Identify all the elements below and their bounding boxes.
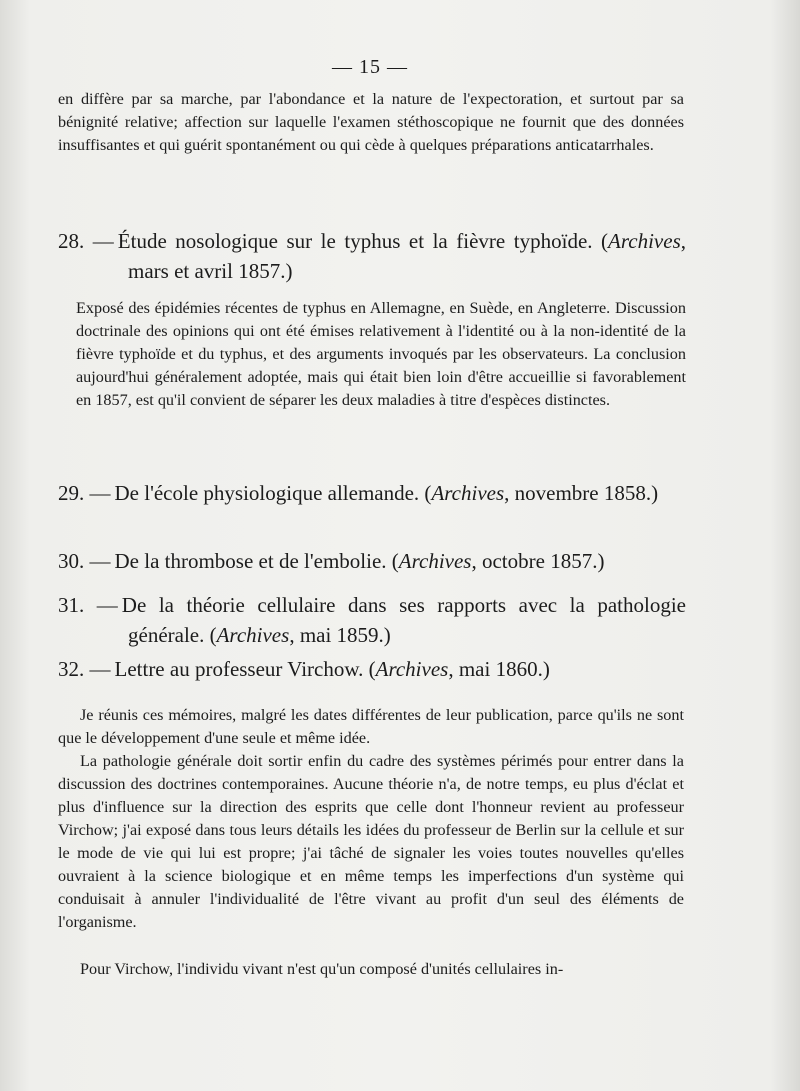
entry-title: Étude nosologique sur le typhus et la fièvre typhoïde. ( — [117, 229, 609, 253]
entry-28 — [58, 226, 686, 286]
intro-paragraph: en diffère par sa marche, par l'abondance et la nature de l'expectoration, et surtout par sa bénignité relative; affection sur laquelle l'examen stéthoscopique ne fournit que des données insuffisantes et qui guérit spontanément ou qui cède à quelques préparations anticatarrhales. — [58, 90, 684, 154]
entry-number: 28. — — [58, 229, 114, 253]
entry-source: Archives — [431, 481, 505, 505]
entry-source: Archives — [375, 657, 449, 681]
entry-source: Archives — [216, 623, 290, 647]
entry-date: , mars et avril 1857.) — [128, 229, 686, 283]
closing-paragraph-3: Pour Virchow, l'individu vivant n'est qu'un composé d'unités cellulaires in- — [80, 960, 564, 978]
entry-number: 32. — — [58, 657, 111, 681]
entry-30 — [58, 546, 686, 576]
closing-paragraph-2: La pathologie générale doit sortir enfin du cadre des systèmes périmés pour entrer dans la discussion des doctrines contemporaines. Aucune théorie n'a, de notre temps, eu plus d'éclat et plus d'influence sur la direction des esprits que celle dont l'honneur revient au professeur Virchow; j'ai exposé dans tous leurs détails les idées du professeur de Berlin sur la cellule et sur le mode de vie qui lui est propre; j'ai tâché de signaler les voies toutes nouvelles qu'elles ouvraient à la science biologique et en même temps les imperfections d'un système qui conduisait à annuler l'individualité de l'être vivant au profit d'un seul des éléments de l'organisme. — [58, 752, 684, 931]
entry-title: De la thrombose et de l'embolie. ( — [114, 549, 399, 573]
page-number: — 15 — — [332, 56, 408, 78]
entry-title: Lettre au professeur Virchow. ( — [114, 657, 376, 681]
entry-title: De la théorie cellulaire dans ses rapports avec la pathologie générale. ( — [121, 593, 686, 647]
entry-29 — [58, 478, 686, 508]
entry-source: Archives — [608, 229, 681, 253]
entry-date: , novembre 1858.) — [504, 481, 659, 505]
entry-source: Archives — [398, 549, 472, 573]
entry-number: 31. — — [58, 593, 118, 617]
entry-31 — [58, 590, 686, 650]
entry-number: 30. — — [58, 549, 111, 573]
entry-date: , mai 1859.) — [289, 623, 391, 647]
entry-32 — [58, 654, 686, 684]
entry-date: , octobre 1857.) — [471, 549, 605, 573]
entry-date: , mai 1860.) — [448, 657, 550, 681]
closing-paragraph-1: Je réunis ces mémoires, malgré les dates différentes de leur publication, parce qu'ils ne sont que le développement d'une seule et même idée. — [58, 706, 684, 747]
entry-title: De l'école physiologique allemande. ( — [114, 481, 432, 505]
entry-28-summary: Exposé des épidémies récentes de typhus en Allemagne, en Suède, en Angleterre. Discussion doctrinale des opinions qui ont été émises relativement à l'identité ou à la non-identité de la fièvre typhoïde et du typhus, et des arguments invoqués par les observateurs. La conclusion aujourd'hui généralement adoptée, mais qui était bien loin d'être accueillie si favorablement en 1857, est qu'il convient de séparer les deux maladies à titre d'espèces distinctes. — [76, 299, 686, 409]
entry-number: 29. — — [58, 481, 111, 505]
